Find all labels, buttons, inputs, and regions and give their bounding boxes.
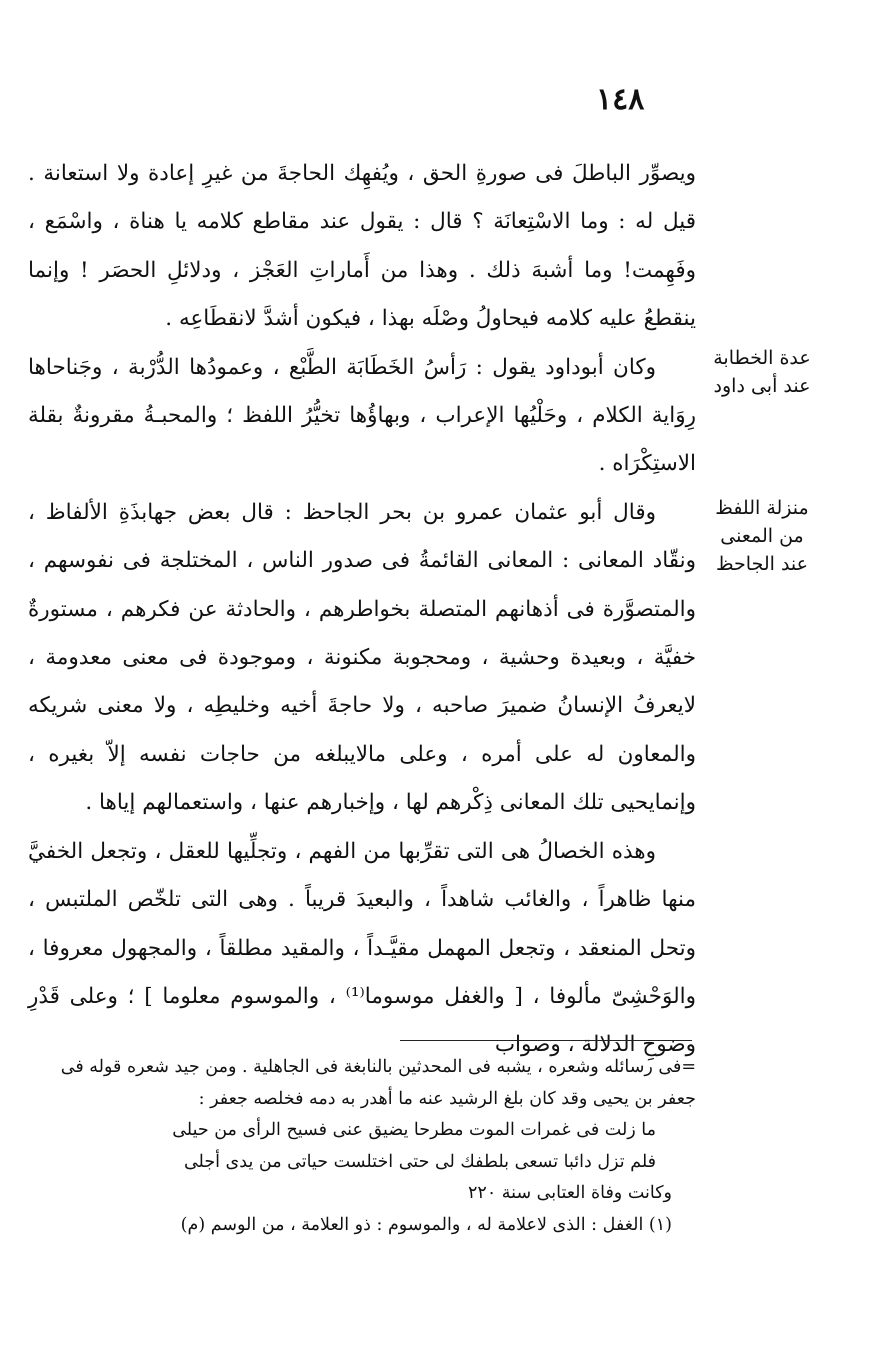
page-number: ١٤٨ [596, 82, 645, 117]
footnote-death-note: وكانت وفاة العتابى سنة ٢٢٠ [468, 1183, 672, 1203]
paragraph: وكان أبوداود يقول : رَأسُ الخَطَابَة الطَّبْع ، وعمودُها الدُّرْبة ، وجَناحاها رِوَاية الكلام ، وحَلْيُها الإعراب ، وبهاؤُها تخيُّرُ اللفظ ؛ والمحبـةُ مقرونةٌ بقلة الاستِكْرَاه . [28, 354, 696, 477]
paragraph: وقال أبو عثمان عمرو بن بحر الجاحظ : قال بعض جهابذَةِ الألفاظ ، ونقّاد المعانى : المعانى القائمةُ فى صدور الناس ، المختلجة فى نفوسهم ، والمتصوَّرة فى أذهانهم المتصلة بخواطرهم ، والحادثة عن فكرهم ، مستورةٌ خفيَّة ، وبعيدة وحشية ، ومحجوبة مكنونة ، وموجودة فى معنى معدومة ، لايعرفُ الإنسانُ ضميرَ صاحبه ، ولا حاجةَ أخيه وخليطِه ، ولا معنى شريكه والمعاون له على أمره ، وعلى مالايبلغه من حاجات نفسه إلاّ بغيره ، وإنمايحيى تلك المعانى ذِكْرهم لها ، وإخبارهم عنها ، واستعمالهم إياها . [28, 499, 696, 816]
paragraph: وهذه الخصالُ هى التى تقرِّبها من الفهم ، وتجلِّيها للعقل ، وتجعل الخفيَّ منها ظاهراً ، والغائب شاهداً ، والبعيدَ قريباً . وهى التى تلخّص الملتبس ، وتحل المنعقد ، وتجعل المهمل مقيَّـداً ، والمقيد مطلقاً ، والمجهول معروفا ، والوَحْشِىّ مألوفا ، [ والغفل موسوما⁽¹⁾ ، والموسوم معلوما ] ؛ وعلى قَدْرِ وضوحِ الدلالة ، وصواب [28, 838, 696, 1058]
footnote-verse: فلم تزل دائبا تسعى بلطفك لى حتى اختلست حياتى من يدى أجلى [183, 1151, 656, 1172]
footnote-divider [400, 1040, 692, 1041]
margin-note-jahiz: منزلة اللفظ من المعنى عند الجاحظ [715, 497, 809, 575]
main-text [28, 150, 696, 1070]
footnotes [48, 1052, 696, 1241]
footnote-verse: ما زلت فى غمرات الموت مطرحا يضيق عنى فسيح الرأى من حيلى [172, 1120, 656, 1140]
footnote-1: (١) الغفل : الذى لاعلامة له ، والموسوم : ذو العلامة ، من الوسم (م) [180, 1214, 672, 1235]
paragraph: ويصوِّر الباطلَ فى صورةِ الحق ، ويُفهِك الحاجةَ من غيرِ إعادة ولا استعانة . قيل له : وما الاسْتِعانَة ؟ قال : يقول عند مقاطع كلامه يا هناة ، واسْمَع ، وفَهِمت! وما أشبهَ ذلك . وهذا من أَماراتِ العَجْز ، ودلائلِ الحصَر ! وإنما ينقطعُ عليه كلامه فيحاولُ وصْلَه بهذا ، فيكون أشدَّ لانقطَاعِه . [28, 161, 696, 332]
footnote-continuation: =فى رسائله وشعره ، يشبه فى المحدثين بالنابغة فى الجاهلية . ومن جيد شعره قوله فى جعفر بن يحيى وقد كان بلغ الرشيد عنه ما أهدر به دمه فخلصه جعفر : [60, 1057, 696, 1109]
margin-note-abu-dawud: عدة الخطابة عند أبى داود [713, 347, 811, 397]
